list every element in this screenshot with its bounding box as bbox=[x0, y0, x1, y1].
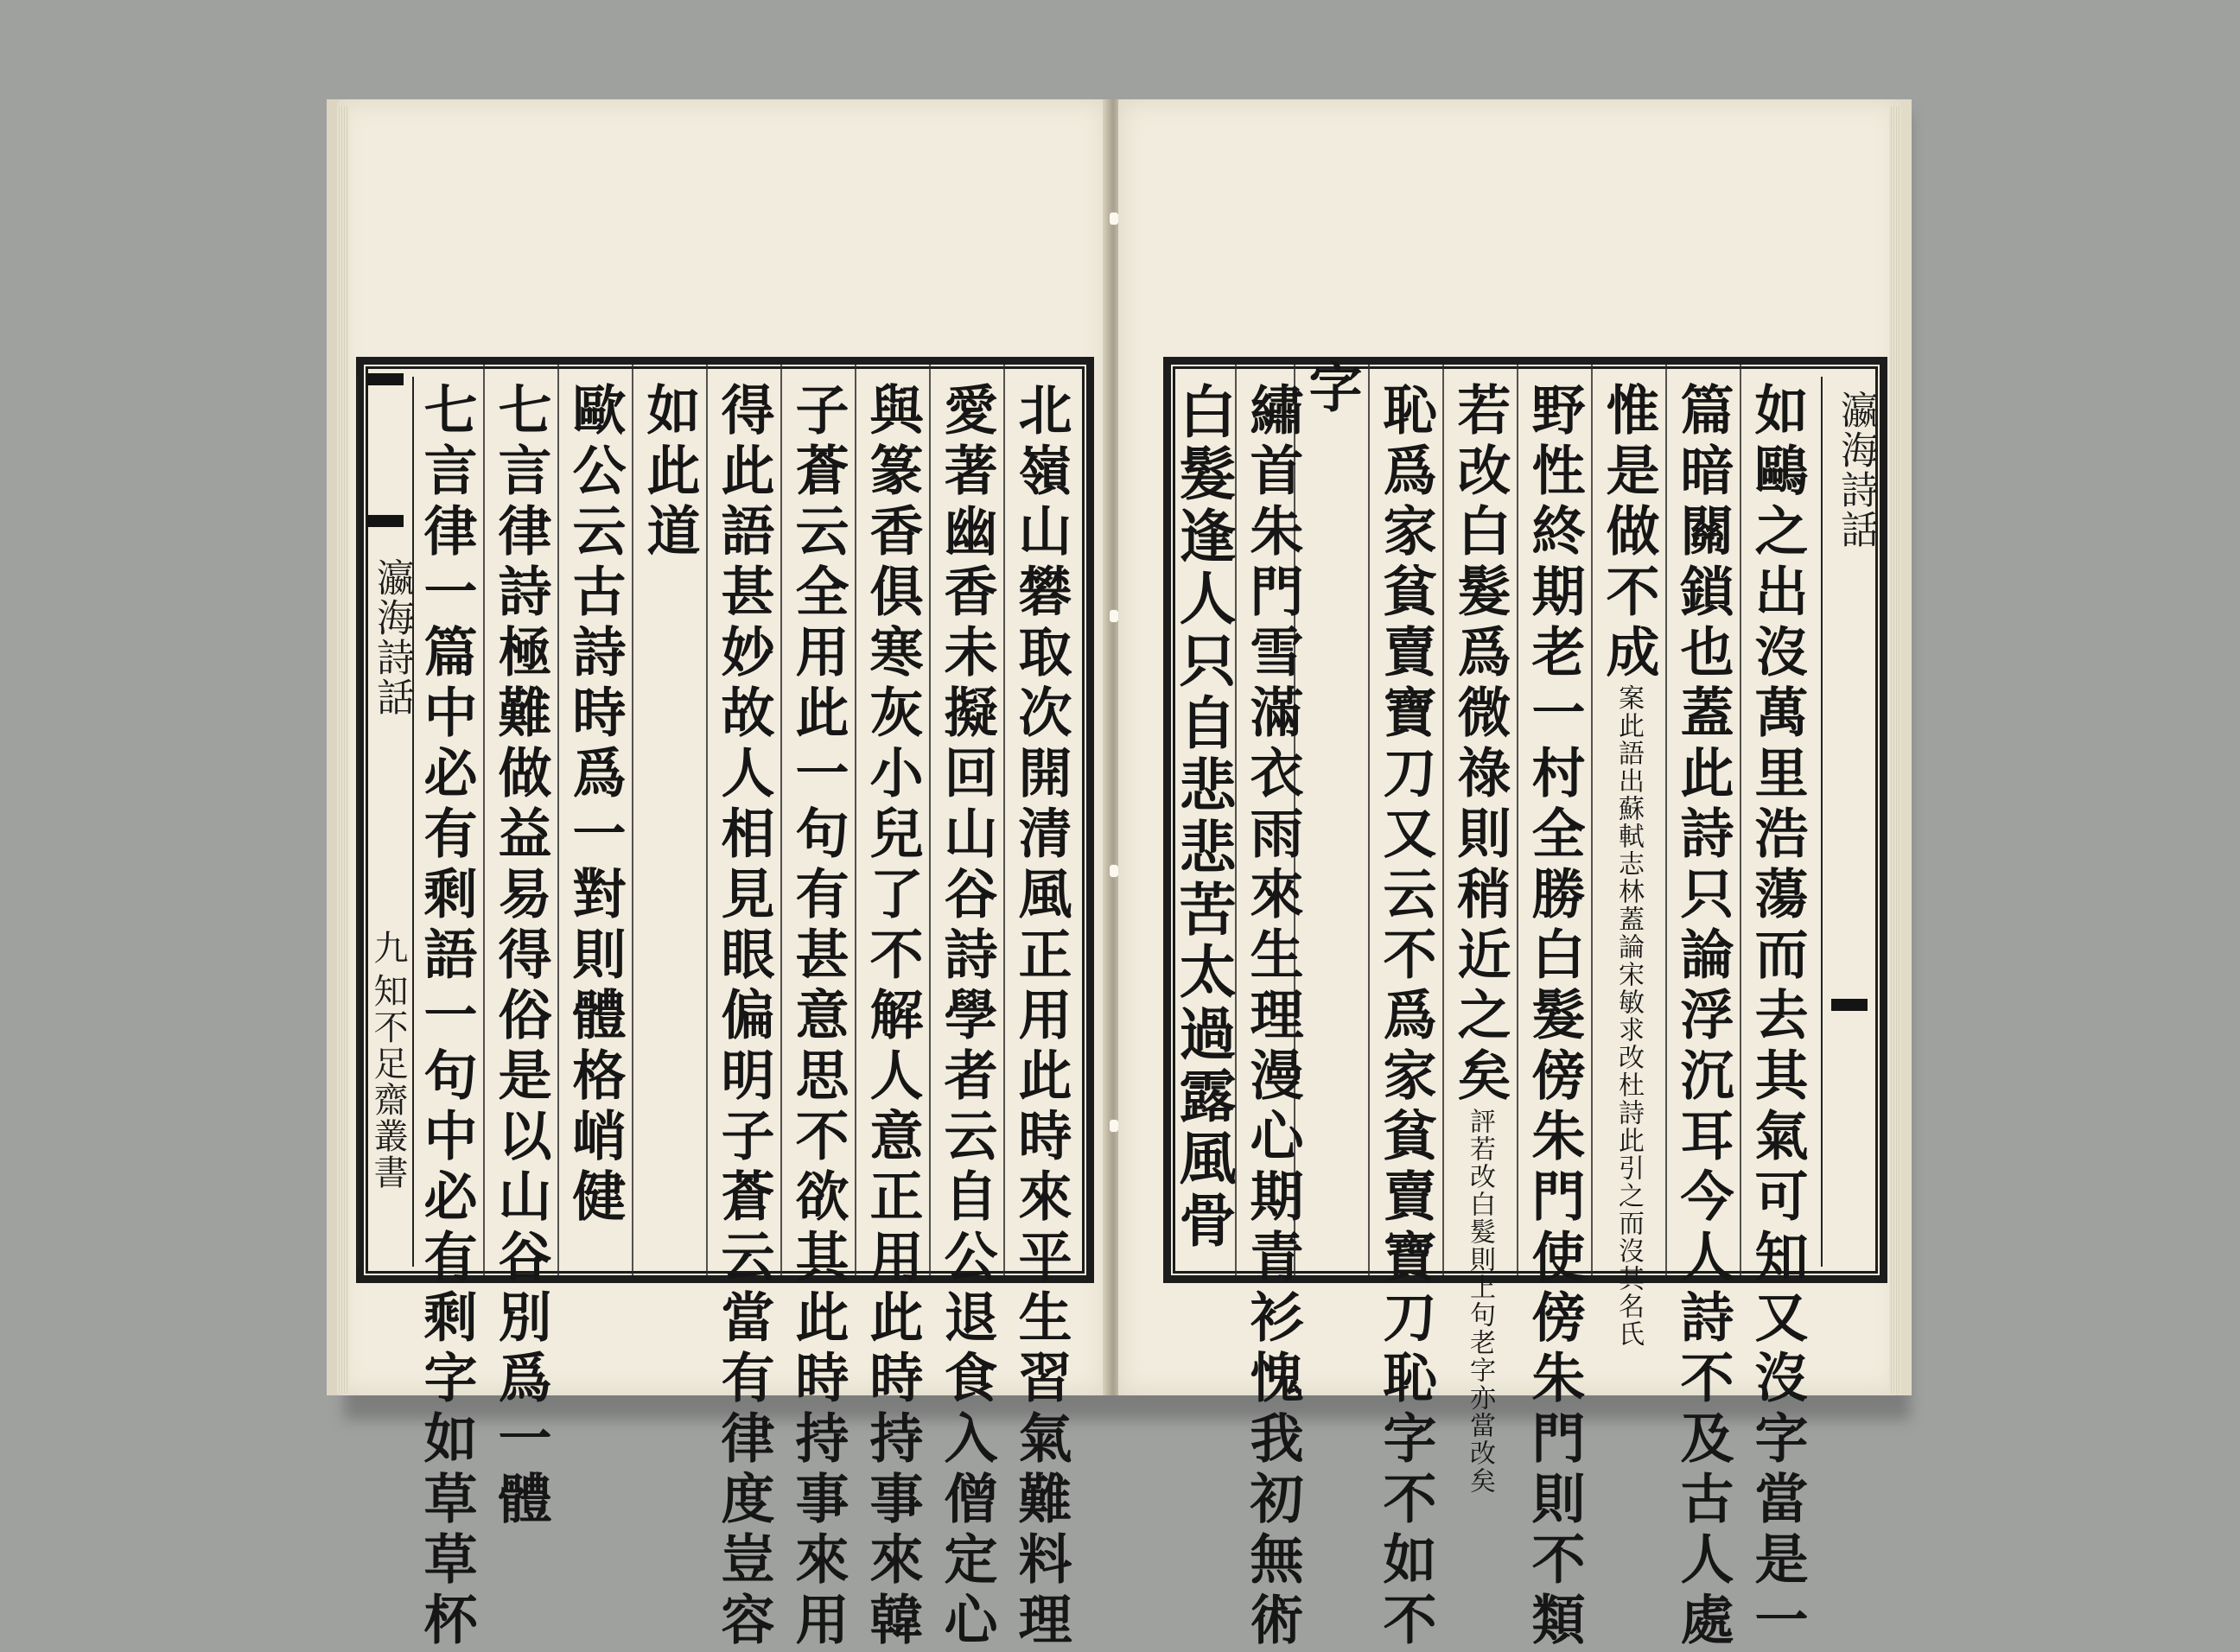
text-column: 恥爲家貧賣寶刀又云不爲家貧賣寶刀恥字不如不 bbox=[1374, 382, 1437, 1652]
column-rule bbox=[855, 365, 856, 1275]
right-text-frame bbox=[1163, 357, 1887, 1652]
text-column: 與篆香俱寒灰小兒了不解人意正用此時持事來韓 bbox=[861, 382, 924, 1652]
text-column: 若改白髮爲微祿則稍近之矣評若改白髮則上句老字亦當改矣 bbox=[1448, 382, 1511, 1495]
text-column: 如鷗之出沒萬里浩蕩而去其氣可知又沒字當是一 bbox=[1746, 382, 1809, 1652]
text-column: 野性終期老一村全勝白髮傍朱門使傍朱門則不類 bbox=[1523, 382, 1586, 1652]
right-fish-tail-margin bbox=[1821, 377, 1878, 1267]
text-column: 如此道 bbox=[638, 382, 701, 563]
column-rule bbox=[1665, 365, 1667, 1275]
fish-tail-mark bbox=[367, 515, 404, 527]
column-rule bbox=[780, 365, 782, 1275]
left-fish-tail-title: 瀛海詩話 bbox=[370, 558, 414, 717]
text-column: 七言律詩極難做益易得俗是以山谷別爲一體 bbox=[489, 382, 552, 1531]
text-column: 繡首朱門雪滿衣雨來生理漫心期青衫愧我初無術 bbox=[1241, 382, 1304, 1652]
right-fish-tail-title: 瀛海詩話 bbox=[1834, 391, 1878, 550]
column-rule bbox=[1368, 365, 1370, 1275]
column-rule bbox=[1591, 365, 1593, 1275]
left-page bbox=[337, 99, 1108, 1652]
text-column: 北嶺山礬取次開清風正用此時來平生習氣難料理 bbox=[1009, 382, 1072, 1652]
column-rule bbox=[483, 365, 485, 1275]
column-rule bbox=[1740, 365, 1741, 1275]
left-page-number: 九 bbox=[368, 930, 408, 966]
column-rule bbox=[557, 365, 559, 1275]
text-column: 惟是做不成案此語出蘇軾志林蓋論宋敏求改杜詩此引之而沒其名氏 bbox=[1597, 382, 1660, 1348]
left-fish-tail-margin bbox=[357, 377, 414, 1267]
right-page-stack bbox=[1889, 106, 1901, 1394]
text-column: 愛著幽香未擬回山谷詩學者云自公退食入僧定心 bbox=[935, 382, 998, 1652]
text-column: 子蒼云全用此一句有甚意思不欲其此時持事來用 bbox=[786, 382, 850, 1652]
left-page-stack bbox=[337, 106, 349, 1394]
column-rule bbox=[632, 365, 633, 1275]
text-column: 白髮逢人只自悲悲苦太過露風骨 bbox=[1169, 382, 1237, 1253]
text-column: 字 bbox=[1300, 359, 1363, 420]
text-column: 得此語甚妙故人相見眼偏明子蒼云當有律度豈容 bbox=[712, 382, 775, 1652]
open-book bbox=[337, 99, 1903, 1652]
text-column: 七言律一篇中必有剩語一句中必有剩字如草草杯 bbox=[415, 382, 478, 1652]
fish-tail-mark bbox=[1831, 999, 1868, 1011]
column-rule bbox=[929, 365, 931, 1275]
left-publisher-imprint: 知不足齋叢書 bbox=[368, 973, 408, 1191]
column-rule bbox=[1442, 365, 1444, 1275]
text-column: 歐公云古詩時爲一對則體格峭健 bbox=[563, 382, 627, 1229]
column-rule bbox=[1517, 365, 1518, 1275]
left-text-frame bbox=[356, 357, 1094, 1652]
fish-tail-mark bbox=[367, 373, 404, 385]
column-rule bbox=[706, 365, 708, 1275]
column-rule bbox=[1003, 365, 1005, 1275]
text-column: 篇暗關鎖也蓋此詩只論浮沉耳今人詩不及古人處 bbox=[1671, 382, 1734, 1652]
